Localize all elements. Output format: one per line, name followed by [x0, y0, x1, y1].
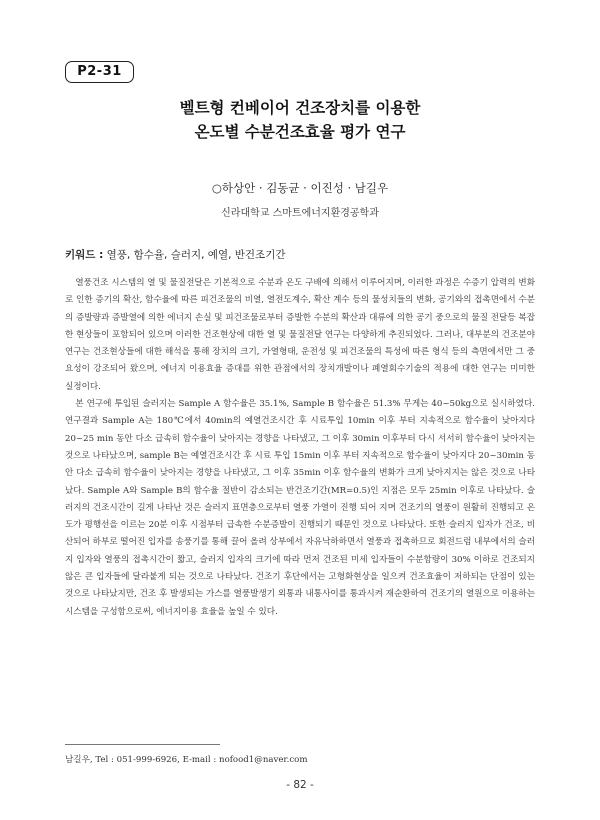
page-number: - 82 -	[286, 779, 314, 791]
keywords-text: 열풍, 함수율, 슬러지, 예열, 반건조기간	[106, 249, 286, 261]
abstract-body	[65, 275, 535, 621]
paper-title-line-1: 벨트형 컨베이어 건조장치를 이용한	[179, 99, 421, 117]
affiliation: 신라대학교 스마트에너지환경공학과	[221, 208, 379, 219]
abstract-paragraph-2: 본 연구에 투입된 슬러지는 Sample A 함수율은 35.1%, Sample B 함수율은 51.3% 무게는 40~50kg으로 실시하였다. 연구결과 Sample A는 180℃에서 40min의 예열건조시간 후 시료투입 10min 이후 부터 지속적으로 함수율이 낮아지다 20~25 min 동안 다소 급속히 함수율이 낮아지는 경향을 나타냈고, 그 이후 30min 이후부터 다시 서서히 함수율이 낮아지는 것으로 나타났으며, sample B는 예열건조시간 후 시료 투입 15min 이후 부터 지속적으로 함수율이 낮아지다 20~30min 동안 다소 급속히 함수율이 낮아지는 경향을 나타냈고, 그 이후 35min 이후 함수율의 변화가 크게 낮아지지는 않은 것으로 나타났다. Sample A와 Sample B의 함수율 절반이 감소되는 반건조기간(MR=0.5)인 지점은 모두 25min 이후로 나타났다. 슬러지의 건조시간이 길게 나타난 것은 슬러지 표면층으로부터 열풍 가열이 진행 되어 지며 건조기의 열풍이 원활히 진행되고 온도가 평행선을 이르는 20분 이후 시점부터 급속한 수분증발이 진행되기 때문인 것으로 나타났다. 또한 슬러지 입자가 건조, 비산되어 하부로 떨어진 입자를 송풍기를 통해 끌어 올려 상부에서 자유낙하하면서 열풍과 접촉하므로 회전드럼 내부에서의 슬러지 입자와 열풍의 접촉시간이 짧고, 슬러지 입자의 크기에 따라 먼저 건조된 미세 입자들이 수분함량이 30% 이하로 건조되지 않은 큰 입자들에 달라붙게 되는 것으로 나타났다. 건조기 후단에서는 고형화현상을 일으켜 건조효율이 저하되는 단점이 있는 것으로 나타났지만, 건조 후 발생되는 가스를 열풍발생기 외통과 내통사이를 통과시켜 재순환하여 건조기의 열원으로 이용하는 시스템을 구성함으로써, 에너지이용 효율을 높일 수 있다.	[65, 399, 535, 617]
keywords-label: 키워드 :	[65, 249, 104, 261]
author-list: ○하상안 · 김동균 · 이진성 · 남길우	[211, 181, 389, 195]
corresponding-author-footnote: 남길우, Tel : 051-999-6926, E-mail : nofood1@naver.com	[65, 755, 308, 765]
abstract-paragraph-1: 열풍건조 시스템의 열 및 물질전달은 기본적으로 수분과 온도 구배에 의해서 이루어지며, 이러한 과정은 수증기 압력의 변화로 인한 증기의 확산, 함수율에 따른 피건조물의 비열, 열전도계수, 확산 계수 등의 물성치들의 변화, 공기와의 접촉면에서 수분의 증발량과 증발열에 의한 에너지 손실 및 피건조물로부터 증발한 수분의 확산과 대류에 의한 공기 중으로의 물질 전달등 복잡한 현상들이 포함되어 있으며 이러한 건조현상에 대한 열 및 물질전달 연구는 다양하게 추진되었다. 그러나, 대부분의 건조분야 연구는 건조현상들에 대한 해석을 통해 장치의 크기, 가열형태, 운전성 및 피건조물의 특성에 따른 형식 등의 측면에서만 그 중요성이 강조되어 왔으며, 에너지 이용효율 증대를 위한 관점에서의 장치개발이나 폐열회수기술의 적용에 대한 연구는 미미한 실정이다.	[65, 278, 535, 392]
poster-id-badge: P2-31	[65, 61, 134, 83]
footnote-divider	[65, 744, 220, 745]
paper-title-line-2: 온도별 수분건조효율 평가 연구	[194, 123, 406, 141]
keywords	[65, 247, 535, 262]
